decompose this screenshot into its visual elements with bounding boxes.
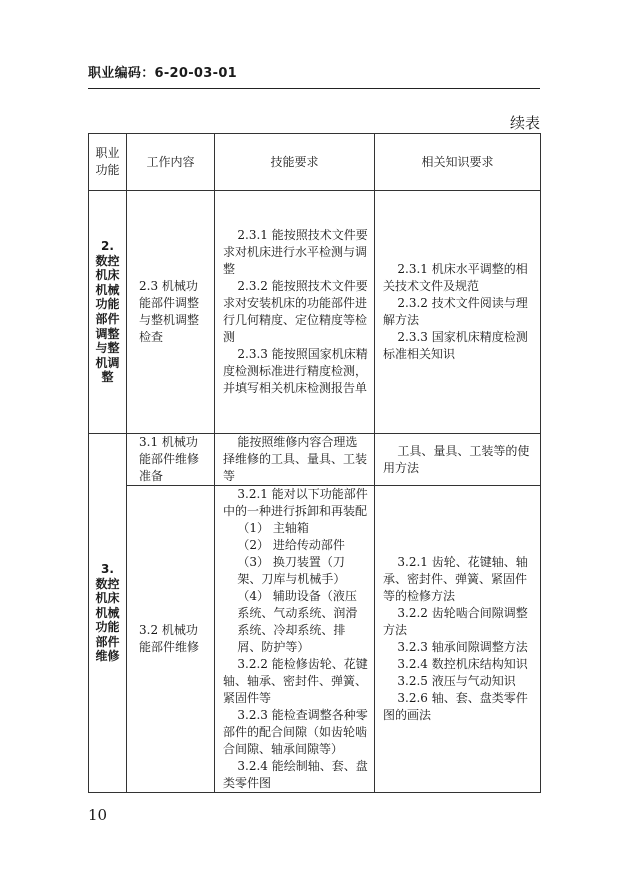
knowledge-item: 3.2.4 数控机床结构知识 — [397, 657, 528, 671]
knowledge-item: 3.2.6 轴、套、盘类零件图的画法 — [383, 691, 528, 722]
skill-item: 2.3.2 能按照技术文件要求对安装机床的功能部件进行几何精度、定位精度等检测 — [223, 279, 368, 344]
skill-item: 2.3.3 能按照国家机床精度检测标准进行精度检测，并填写相关机床检测报告单 — [223, 347, 368, 395]
function-cell: 2. 数控机床机械功能部件调整与整机调整 — [89, 191, 127, 434]
occupation-code: 职业编码：6-20-03-01 — [88, 66, 238, 81]
work-content-cell: 3.2 机械功能部件维修 — [127, 486, 215, 793]
knowledge-item: 2.3.3 国家机床精度检测标准相关知识 — [383, 330, 528, 361]
skills-table — [88, 133, 541, 793]
table-header-row — [89, 134, 541, 191]
table-row — [89, 434, 541, 486]
knowledge-item: 3.2.3 轴承间隙调整方法 — [397, 640, 528, 654]
work-content-cell: 2.3 机械功能部件调整与整机调整检查 — [127, 191, 215, 434]
skill-item: 3.2.1 能对以下功能部件中的一种进行拆卸和再装配 — [223, 487, 368, 518]
table-row — [89, 191, 541, 434]
continued-label: 续表 — [509, 114, 540, 132]
header-function: 职业功能 — [89, 134, 127, 191]
header-skills: 技能要求 — [215, 134, 375, 191]
knowledge-cell — [375, 191, 541, 434]
skill-item: 能按照维修内容合理选择维修的工具、量具、工装等 — [223, 435, 368, 483]
skills-cell — [215, 486, 375, 793]
knowledge-cell — [375, 486, 541, 793]
header-knowledge: 相关知识要求 — [375, 134, 541, 191]
skill-item: 2.3.1 能按照技术文件要求对机床进行水平检测与调整 — [223, 228, 368, 276]
header-rule — [88, 88, 540, 89]
knowledge-item: 2.3.1 机床水平调整的相关技术文件及规范 — [383, 262, 528, 293]
knowledge-item: 2.3.2 技术文件阅读与理解方法 — [383, 296, 528, 327]
skill-item: （4） 辅助设备（液压系统、气动系统、润滑系统、冷却系统、排屑、防护等） — [237, 589, 358, 654]
skill-item: （1） 主轴箱 — [237, 521, 309, 535]
skill-item: 3.2.2 能检修齿轮、花键轴、轴承、密封件、弹簧、紧固件等 — [223, 657, 368, 705]
skill-item: （2） 进给传动部件 — [237, 538, 345, 552]
work-content-cell: 3.1 机械功能部件维修准备 — [127, 434, 215, 486]
skill-item: 3.2.3 能检查调整各种零部件的配合间隙（如齿轮啮合间隙、轴承间隙等） — [223, 708, 368, 756]
knowledge-item: 3.2.2 齿轮啮合间隙调整方法 — [383, 606, 528, 637]
function-cell: 3. 数控机床机械功能部件维修 — [89, 434, 127, 793]
knowledge-item: 3.2.1 齿轮、花键轴、轴承、密封件、弹簧、紧固件等的检修方法 — [383, 555, 528, 603]
skill-item: （3） 换刀装置（刀架、刀库与机械手） — [237, 555, 346, 586]
table-row — [89, 486, 541, 793]
page-number: 10 — [88, 806, 108, 824]
knowledge-item: 3.2.5 液压与气动知识 — [397, 674, 516, 688]
skill-item: 3.2.4 能绘制轴、套、盘类零件图 — [223, 759, 368, 790]
knowledge-item: 工具、量具、工装等的使用方法 — [383, 443, 530, 475]
header-work-content: 工作内容 — [127, 134, 215, 191]
skills-cell — [215, 434, 375, 486]
knowledge-cell — [375, 434, 541, 486]
skills-cell — [215, 191, 375, 434]
